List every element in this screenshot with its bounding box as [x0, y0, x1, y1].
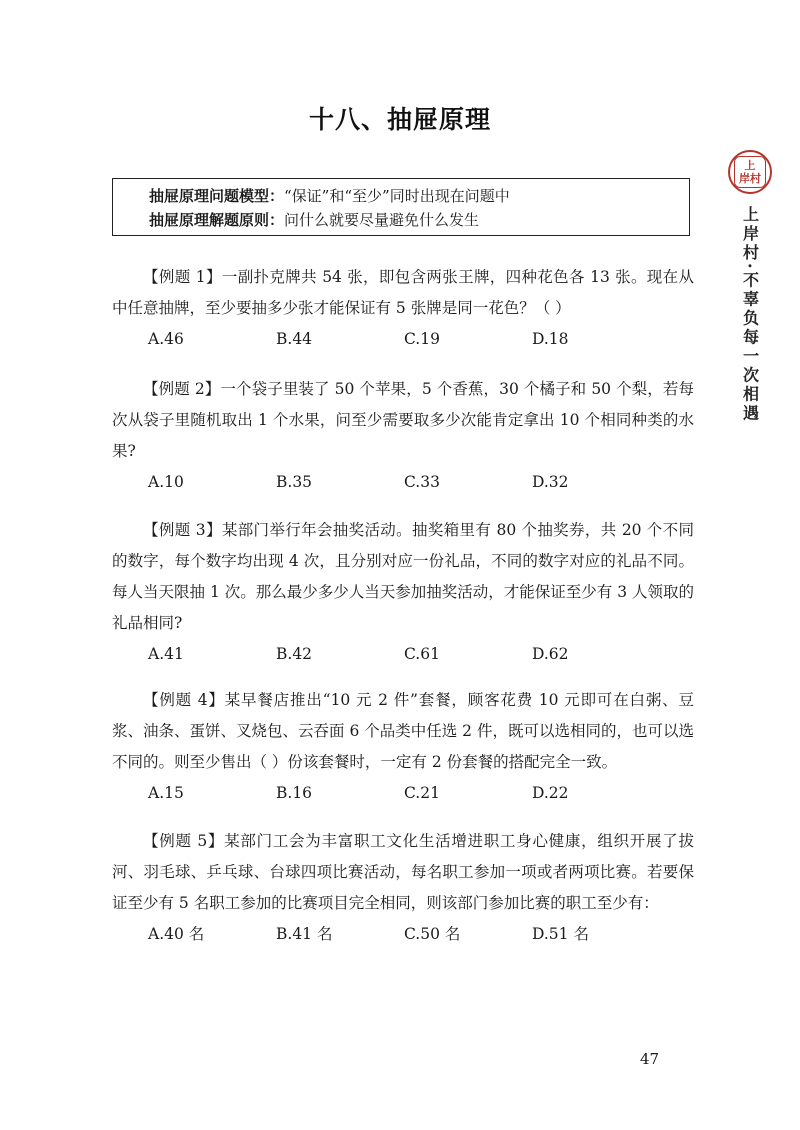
- example-tag: 【例题 4】: [143, 691, 225, 709]
- option-c: C.21: [404, 784, 440, 802]
- option-b: B.16: [276, 784, 313, 802]
- example-4: [112, 685, 694, 809]
- option-d: D.18: [532, 330, 569, 348]
- option-a: A.40 名: [148, 925, 205, 943]
- option-b: B.42: [276, 645, 313, 663]
- brand-slogan: 上岸村·不辜负每一次相遇: [740, 206, 760, 424]
- seal-top-char: 上: [744, 159, 756, 172]
- answer-options: [112, 467, 694, 498]
- example-text: 某部门工会为丰富职工文化生活增进职工身心健康，组织开展了拔河、羽毛球、乒乓球、台球四项比赛活动，每名职工参加一项或者两项比赛。若要保证至少有 5 名职工参加的比赛项目完全相同，则该部门参加比赛的职工至少有：: [112, 832, 694, 912]
- option-c: C.61: [404, 645, 440, 663]
- model-text: “保证”和“至少”同时出现在问题中: [284, 187, 510, 205]
- option-d: D.32: [532, 473, 569, 491]
- principle-label: 抽屉原理解题原则：: [149, 211, 285, 229]
- option-a: A.46: [148, 330, 184, 348]
- seal-text: [734, 156, 766, 188]
- answer-options: [112, 639, 694, 670]
- example-text: 某部门举行年会抽奖活动。抽奖箱里有 80 个抽奖券，共 20 个不同的数字，每个数字均出现 4 次，且分别对应一份礼品，不同的数字对应的礼品不同。每人当天限抽 1 次。那么最少多少人当天参加抽奖活动，才能保证至少有 3 人领取的礼品相同?: [112, 521, 694, 632]
- option-d: D.51 名: [532, 925, 589, 943]
- option-a: A.15: [148, 784, 184, 802]
- model-line: [149, 184, 689, 208]
- option-c: C.50 名: [404, 925, 461, 943]
- option-a: A.10: [148, 473, 184, 491]
- seal-logo: [728, 150, 772, 194]
- option-b: B.41 名: [276, 925, 333, 943]
- principle-line: [149, 208, 689, 232]
- answer-options: [112, 778, 694, 809]
- example-text: 一副扑克牌共 54 张，即包含两张王牌，四种花色各 13 张。现在从中任意抽牌，至少要抽多少张才能保证有 5 张牌是同一花色？（ ）: [112, 268, 694, 317]
- option-b: B.44: [276, 330, 313, 348]
- answer-options: [112, 324, 694, 355]
- page-number: 47: [640, 1050, 660, 1068]
- example-tag: 【例题 3】: [143, 521, 222, 539]
- principle-text: 问什么就要尽量避免什么发生: [284, 211, 480, 229]
- option-c: C.33: [404, 473, 440, 491]
- answer-options: [112, 919, 694, 950]
- page-title: 十八、抽屉原理: [308, 105, 491, 134]
- example-text: 一个袋子里装了 50 个苹果，5 个香蕉，30 个橘子和 50 个梨，若每次从袋子里随机取出 1 个水果，问至少需要取多少次能肯定拿出 10 个相同种类的水果?: [112, 380, 694, 460]
- example-tag: 【例题 1】: [143, 268, 222, 286]
- seal-bottom-chars: 岸村: [739, 172, 761, 185]
- example-5: [112, 826, 694, 950]
- example-2: [112, 374, 694, 498]
- principle-box: [112, 178, 690, 236]
- brand-sidebar: [724, 150, 776, 424]
- option-c: C.19: [404, 330, 440, 348]
- example-tag: 【例题 5】: [143, 832, 225, 850]
- example-text: 某早餐店推出“10 元 2 件”套餐，顾客花费 10 元即可在白粥、豆浆、油条、蛋饼、叉烧包、云吞面 6 个品类中任选 2 件，既可以选相同的，也可以选不同的。则至少售出（ ）份该套餐时，一定有 2 份套餐的搭配完全一致。: [112, 691, 694, 771]
- model-label: 抽屉原理问题模型：: [149, 187, 285, 205]
- example-1: [112, 262, 694, 355]
- example-3: [112, 515, 694, 670]
- option-b: B.35: [276, 473, 313, 491]
- option-d: D.62: [532, 645, 569, 663]
- option-d: D.22: [532, 784, 569, 802]
- option-a: A.41: [148, 645, 184, 663]
- example-tag: 【例题 2】: [143, 380, 221, 398]
